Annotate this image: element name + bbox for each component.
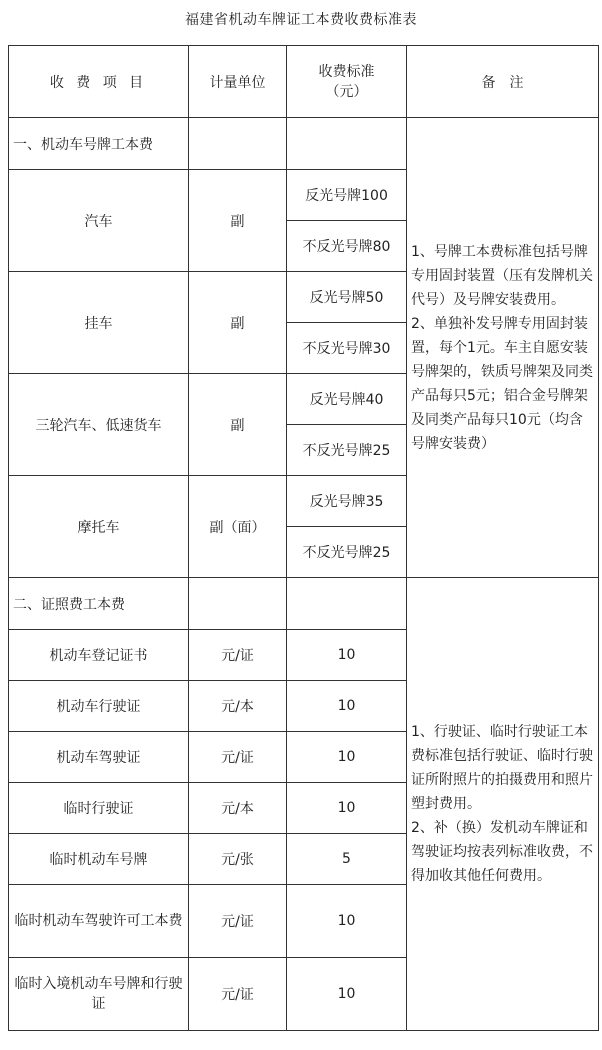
item-unit: 副 — [189, 374, 287, 476]
header-unit: 计量单位 — [189, 46, 287, 118]
empty-cell — [189, 578, 287, 630]
item-unit: 元/证 — [189, 885, 287, 958]
item-standard: 不反光号牌25 — [287, 425, 407, 476]
section2-title: 二、证照费工本费 — [9, 578, 189, 630]
item-standard: 不反光号牌30 — [287, 323, 407, 374]
item-unit: 副 — [189, 170, 287, 272]
item-name: 汽车 — [9, 170, 189, 272]
fee-table — [8, 45, 599, 1031]
header-standard: 收费标准 （元） — [287, 46, 407, 118]
item-value: 10 — [287, 885, 407, 958]
item-unit: 副 — [189, 272, 287, 374]
item-value: 5 — [287, 834, 407, 885]
item-value: 10 — [287, 681, 407, 732]
section2-remark: 1、行驶证、临时行驶证工本费标准包括行驶证、临时行驶证所附照片的拍摄费用和照片塑封费用。 2、补（换）发机动车牌证和驾驶证均按表列标准收费，不得加收其他任何费用。 — [407, 578, 599, 1031]
item-name: 三轮汽车、低速货车 — [9, 374, 189, 476]
item-name: 临时机动车号牌 — [9, 834, 189, 885]
item-standard: 不反光号牌80 — [287, 221, 407, 272]
item-value: 10 — [287, 783, 407, 834]
item-name: 机动车行驶证 — [9, 681, 189, 732]
section1-title: 一、机动车号牌工本费 — [9, 118, 189, 170]
item-name: 机动车登记证书 — [9, 630, 189, 681]
item-name: 机动车驾驶证 — [9, 732, 189, 783]
item-standard: 反光号牌40 — [287, 374, 407, 425]
item-unit: 元/证 — [189, 958, 287, 1031]
section-title-row — [9, 118, 599, 170]
item-standard: 反光号牌35 — [287, 476, 407, 527]
item-name: 临时入境机动车号牌和行驶证 — [9, 958, 189, 1031]
empty-cell — [287, 118, 407, 170]
item-unit: 元/张 — [189, 834, 287, 885]
item-value: 10 — [287, 630, 407, 681]
item-standard: 不反光号牌25 — [287, 527, 407, 578]
item-unit: 元/本 — [189, 681, 287, 732]
empty-cell — [287, 578, 407, 630]
item-standard: 反光号牌50 — [287, 272, 407, 323]
header-item: 收 费 项 目 — [9, 46, 189, 118]
header-remark: 备 注 — [407, 46, 599, 118]
section-title-row — [9, 578, 599, 630]
section1-remark: 1、号牌工本费标准包括号牌专用固封装置（压有发牌机关代号）及号牌安装费用。 2、单独补发号牌专用固封装置，每个1元。车主自愿安装号牌架的，铁质号牌架及同类产品每只5元；铝合金号牌架及同类产品每只10元（均含号牌安装费） — [407, 118, 599, 578]
item-standard: 反光号牌100 — [287, 170, 407, 221]
item-value: 10 — [287, 958, 407, 1031]
item-unit: 元/证 — [189, 630, 287, 681]
page-title: 福建省机动车牌证工本费收费标准表 — [185, 12, 417, 28]
item-unit: 副（面） — [189, 476, 287, 578]
item-name: 临时机动车驾驶许可工本费 — [9, 885, 189, 958]
item-unit: 元/本 — [189, 783, 287, 834]
table-header-row — [9, 46, 599, 118]
item-name: 挂车 — [9, 272, 189, 374]
item-unit: 元/证 — [189, 732, 287, 783]
empty-cell — [189, 118, 287, 170]
item-value: 10 — [287, 732, 407, 783]
item-name: 摩托车 — [9, 476, 189, 578]
item-name: 临时行驶证 — [9, 783, 189, 834]
